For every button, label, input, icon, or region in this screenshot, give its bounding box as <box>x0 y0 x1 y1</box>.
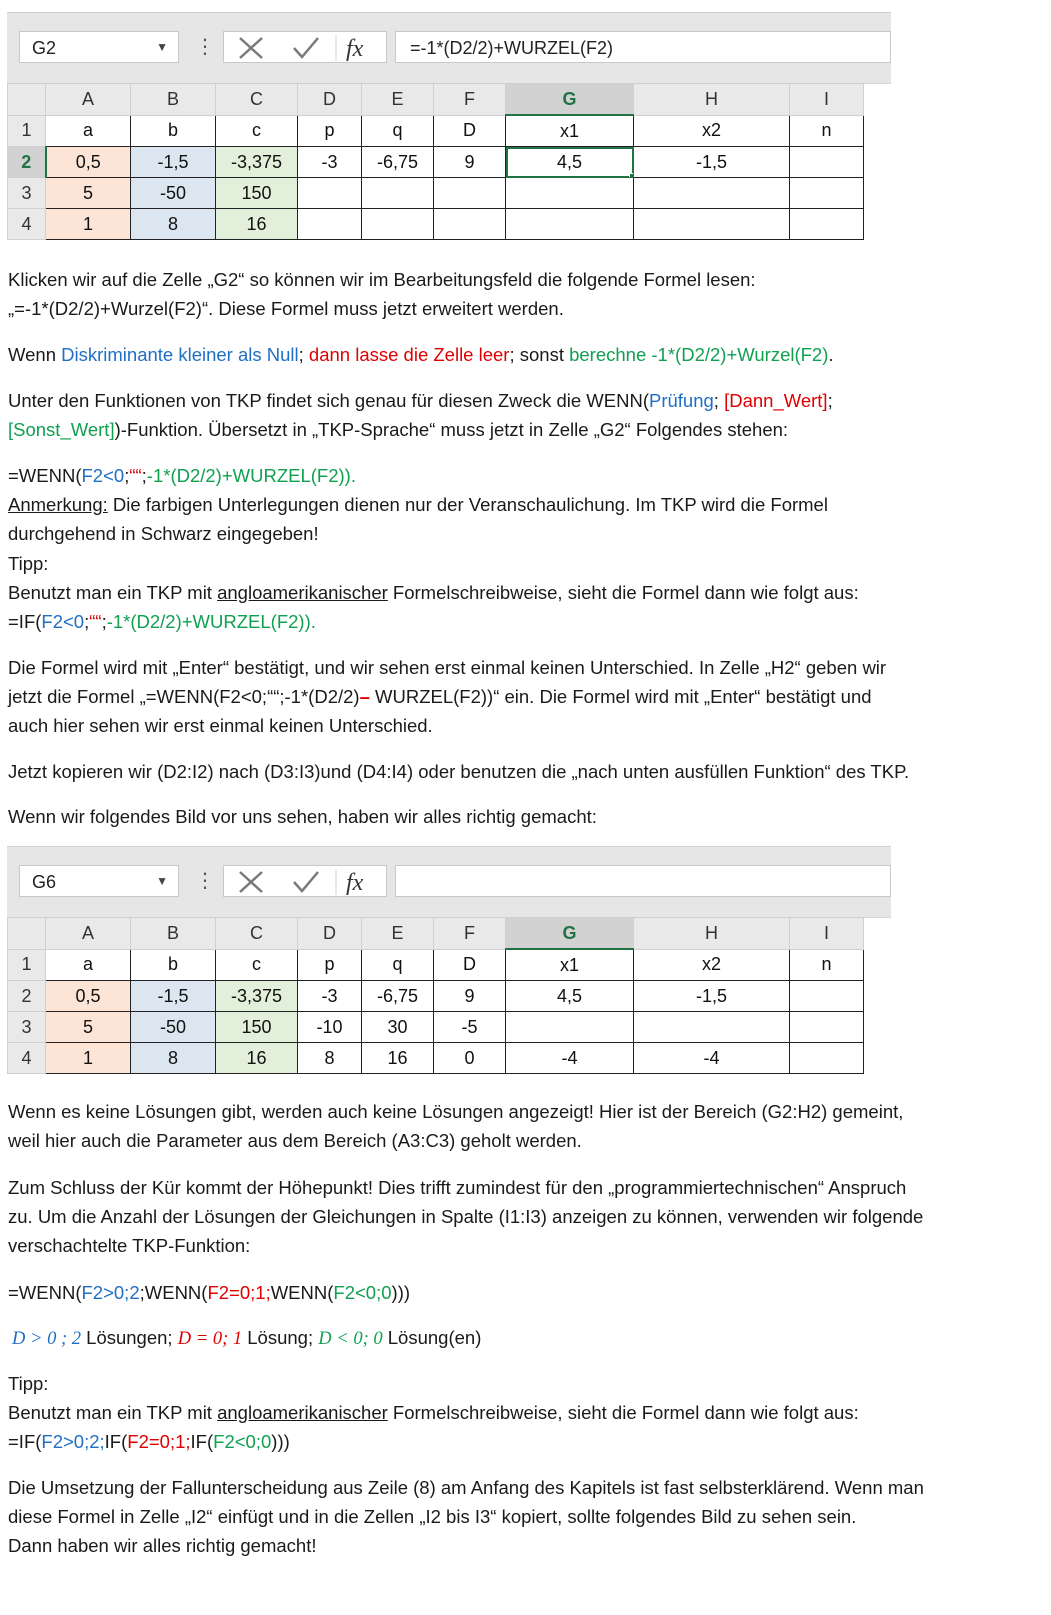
chevron-down-icon[interactable]: ▼ <box>156 874 168 888</box>
close-icon[interactable] <box>240 872 262 892</box>
math-line <box>12 1323 1047 1355</box>
cell-i4[interactable] <box>790 209 864 240</box>
note-label: Anmerkung: <box>8 494 108 515</box>
cell-h3[interactable] <box>634 1012 790 1043</box>
text-span: F2>0;2 <box>81 1282 140 1303</box>
fx-icon[interactable]: fx <box>346 36 364 62</box>
text-span: ). <box>304 611 316 632</box>
cell-c3[interactable]: 150 <box>216 178 298 209</box>
paragraph-3a <box>8 386 1043 416</box>
text-span: Formelschreibweise, sieht die Formel dann wie folgt aus: <box>387 1402 859 1423</box>
note-line-1 <box>8 490 1043 520</box>
then-text: dann lasse die Zelle leer <box>308 344 510 365</box>
cell-f2[interactable]: 9 <box>434 147 506 178</box>
formula-bar <box>7 847 891 918</box>
cell-e4[interactable] <box>362 209 434 240</box>
text-span: IF( <box>104 1431 128 1452</box>
cell-a3[interactable]: 5 <box>46 1012 131 1043</box>
cell-d3[interactable] <box>298 178 362 209</box>
paragraph-4c: auch hier sehen wir erst einmal keinen Unterschied. <box>8 715 433 736</box>
cell-a2[interactable]: 0,5 <box>46 981 131 1012</box>
column-header-i[interactable]: I <box>790 84 864 116</box>
formula-icons <box>223 865 387 897</box>
formula-line-2 <box>8 607 1043 637</box>
else-text: berechne -1*(D2/2)+Wurzel(F2) <box>569 344 829 365</box>
text-span: =IF( <box>8 611 42 632</box>
cell-i3[interactable] <box>790 1012 864 1043</box>
paragraph-1b: „=-1*(D2/2)+Wurzel(F2)“. Diese Formel muss jetzt erweitert werden. <box>8 298 564 319</box>
cell-f3[interactable]: -5 <box>434 1012 506 1043</box>
paragraph-9a: Die Umsetzung der Fallunterscheidung aus Zeile (8) am Anfang des Kapitels ist fast selbsterklärend. Wenn man <box>8 1477 924 1498</box>
cell-f4[interactable] <box>434 209 506 240</box>
text-span: -1*(D2/2)+WURZEL(F2) <box>106 611 305 632</box>
cell-d2[interactable]: -3 <box>298 147 362 178</box>
math-text: D > 0 ; 2 <box>12 1329 82 1349</box>
name-box[interactable] <box>19 865 179 897</box>
cell-e2[interactable]: -6,75 <box>362 147 434 178</box>
cell-e2[interactable]: -6,75 <box>362 981 434 1012</box>
select-all-corner[interactable] <box>8 918 46 950</box>
cell-f4[interactable]: 0 <box>434 1043 506 1074</box>
table-row <box>8 178 864 209</box>
dann-wert-text: [Dann_Wert] <box>724 390 828 411</box>
text-span: Die farbigen Unterlegungen dienen nur der Veranschaulichung. Im TKP wird die Formel <box>107 494 828 515</box>
math-text: D < 0; 0 <box>318 1329 383 1349</box>
table-row <box>8 209 864 240</box>
text-span: ; sonst <box>509 344 570 365</box>
cell-b1[interactable]: b <box>131 115 216 147</box>
cell-i2[interactable] <box>790 147 864 178</box>
paragraph-8b: zu. Um die Anzahl der Lösungen der Gleichungen in Spalte (I1:I3) anzeigen zu können, verwenden wir folgende <box>8 1206 924 1227</box>
cell-b1[interactable]: b <box>131 949 216 981</box>
text-span: Lösungen; <box>81 1327 178 1348</box>
cell-b4[interactable]: 8 <box>131 209 216 240</box>
paragraph-8c: verschachtelte TKP-Funktion: <box>8 1235 251 1256</box>
formula-text: =-1*(D2/2)+WURZEL(F2) <box>410 38 614 58</box>
cell-h1[interactable]: x2 <box>634 115 790 147</box>
name-box[interactable] <box>19 31 179 63</box>
sheet-table <box>7 917 864 1074</box>
cell-g3[interactable] <box>506 178 634 209</box>
text-span: WENN( <box>270 1282 334 1303</box>
spreadsheet-2 <box>7 846 891 1085</box>
cell-e1[interactable]: q <box>362 949 434 981</box>
paragraph-9c: Dann haben wir alles richtig gemacht! <box>8 1535 317 1556</box>
text-span: F2>0;2; <box>41 1431 105 1452</box>
column-header-h[interactable]: H <box>634 918 790 950</box>
cell-grid <box>7 83 891 240</box>
column-header-i[interactable]: I <box>790 918 864 950</box>
cell-h1[interactable]: x2 <box>634 949 790 981</box>
text-span: =WENN( <box>8 1282 82 1303</box>
text-span: ; <box>827 390 833 411</box>
text-span: ;WENN( <box>139 1282 208 1303</box>
cell-h2[interactable]: -1,5 <box>634 147 790 178</box>
column-header-d[interactable]: D <box>298 918 362 950</box>
cell-g4[interactable] <box>506 209 634 240</box>
cell-d1[interactable]: p <box>298 949 362 981</box>
cell-f1[interactable]: D <box>434 115 506 147</box>
cell-b3[interactable]: -50 <box>131 178 216 209</box>
cell-h3[interactable] <box>634 178 790 209</box>
text-span: angloamerikanischer <box>217 1402 388 1423</box>
paragraph-4b <box>8 682 1043 712</box>
formula-line-3 <box>8 1278 1043 1308</box>
cell-c2[interactable]: -3,375 <box>216 147 298 178</box>
paragraph-8a: Zum Schluss der Kür kommt der Höhepunkt! Dies trifft zumindest für den „programmiertechnischen“ Anspruch <box>8 1177 907 1198</box>
paragraph-4a: Die Formel wird mit „Enter“ bestätigt, und wir sehen erst einmal keinen Unterschied. In Zelle „H2“ geben wir <box>8 657 887 678</box>
cell-a1[interactable]: a <box>46 949 131 981</box>
cell-h2[interactable]: -1,5 <box>634 981 790 1012</box>
cell-c2[interactable]: -3,375 <box>216 981 298 1012</box>
paragraph-6: Wenn wir folgendes Bild vor uns sehen, haben wir alles richtig gemacht: <box>8 806 597 827</box>
paragraph-7a: Wenn es keine Lösungen gibt, werden auch keine Lösungen angezeigt! Hier ist der Bereich (G2:H2) gemeint, <box>8 1101 904 1122</box>
column-header-f[interactable]: F <box>434 84 506 116</box>
column-header-c[interactable]: C <box>216 84 298 116</box>
text-span: Benutzt man ein TKP mit <box>8 1402 218 1423</box>
row-header[interactable]: 2 <box>8 981 46 1012</box>
cell-h4[interactable] <box>634 209 790 240</box>
cell-c3[interactable]: 150 <box>216 1012 298 1043</box>
text-span: Lösung(en) <box>382 1327 482 1348</box>
row-header[interactable]: 1 <box>8 949 46 981</box>
vertical-dots-icon[interactable]: ⋮ <box>195 36 215 58</box>
cell-i1[interactable]: n <box>790 115 864 147</box>
cell-c1[interactable]: c <box>216 949 298 981</box>
text-span: – <box>359 686 370 707</box>
tipp-heading-2: Tipp: <box>8 1373 49 1394</box>
cell-d2[interactable]: -3 <box>298 981 362 1012</box>
cell-e1[interactable]: q <box>362 115 434 147</box>
formula-line-1 <box>8 461 1043 491</box>
column-header-c[interactable]: C <box>216 918 298 950</box>
column-header-a[interactable]: A <box>46 84 131 116</box>
cell-c4[interactable]: 16 <box>216 209 298 240</box>
cell-g3[interactable] <box>506 1012 634 1043</box>
check-icon[interactable] <box>294 38 318 57</box>
vertical-dots-icon[interactable]: ⋮ <box>195 870 215 892</box>
text-span: ; <box>84 611 90 632</box>
column-header-g[interactable]: G <box>506 918 634 950</box>
text-span: Formelschreibweise, sieht die Formel dann wie folgt aus: <box>387 582 859 603</box>
text-span: ; <box>713 390 725 411</box>
cell-c1[interactable]: c <box>216 115 298 147</box>
text-span: =IF( <box>8 1431 42 1452</box>
table-row <box>8 949 864 981</box>
text-span: ))) <box>391 1282 411 1303</box>
fx-icon[interactable]: fx <box>346 870 364 896</box>
text-span: ““ <box>129 465 142 486</box>
text-span: F2<0 <box>81 465 125 486</box>
table-row <box>8 115 864 147</box>
text-span: F2<0 <box>41 611 85 632</box>
row-header[interactable]: 3 <box>8 1012 46 1043</box>
formula-line-4 <box>8 1427 1043 1457</box>
spreadsheet-1 <box>7 12 891 251</box>
text-span: F2<0;0 <box>333 1282 392 1303</box>
text-span: IF( <box>190 1431 214 1452</box>
cell-g2[interactable]: 4,5 <box>506 147 634 178</box>
cell-b3[interactable]: -50 <box>131 1012 216 1043</box>
cell-g4[interactable]: -4 <box>506 1043 634 1074</box>
row-header[interactable]: 3 <box>8 178 46 209</box>
cell-g1[interactable]: x1 <box>506 115 634 147</box>
column-header-f[interactable]: F <box>434 918 506 950</box>
text-span: Wenn <box>8 344 62 365</box>
cell-d3[interactable]: -10 <box>298 1012 362 1043</box>
text-span: angloamerikanischer <box>217 582 388 603</box>
column-header-e[interactable]: E <box>362 84 434 116</box>
text-span: ). <box>344 465 356 486</box>
text-span: =WENN( <box>8 465 82 486</box>
formula-icons <box>223 31 387 63</box>
cell-h4[interactable]: -4 <box>634 1043 790 1074</box>
text-span: )-Funktion. Übersetzt in „TKP-Sprache“ muss jetzt in Zelle „G2“ Folgendes stehen: <box>114 419 789 440</box>
text-span: F2<0;0 <box>213 1431 272 1452</box>
text-span: ; <box>124 465 130 486</box>
table-row <box>8 147 864 178</box>
text-span: ““ <box>89 611 102 632</box>
formula-input[interactable] <box>395 31 891 63</box>
paragraph-9b: diese Formel in Zelle „I2“ einfügt und in die Zellen „I2 bis I3“ kopiert, sollte folgendes Bild zu sehen sein. <box>8 1506 857 1527</box>
column-header-a[interactable]: A <box>46 918 131 950</box>
cell-a4[interactable]: 1 <box>46 209 131 240</box>
column-header-b[interactable]: B <box>131 918 216 950</box>
check-icon[interactable] <box>294 872 318 891</box>
formula-input[interactable] <box>395 865 891 897</box>
text-span: jetzt die Formel „=WENN(F2<0;““;-1*(D2/2) <box>8 686 360 707</box>
select-all-corner[interactable] <box>8 84 46 116</box>
cell-d1[interactable]: p <box>298 115 362 147</box>
text-span: ; <box>141 465 147 486</box>
column-header-h[interactable]: H <box>634 84 790 116</box>
cell-a1[interactable]: a <box>46 115 131 147</box>
column-header-d[interactable]: D <box>298 84 362 116</box>
cell-d4[interactable]: 8 <box>298 1043 362 1074</box>
text-span: F2=0;1; <box>207 1282 271 1303</box>
column-header-b[interactable]: B <box>131 84 216 116</box>
cell-i3[interactable] <box>790 178 864 209</box>
text-span: ))) <box>271 1431 290 1452</box>
cell-c4[interactable]: 16 <box>216 1043 298 1074</box>
column-header-g[interactable]: G <box>506 84 634 116</box>
cell-b4[interactable]: 8 <box>131 1043 216 1074</box>
paragraph-7b: weil hier auch die Parameter aus dem Bereich (A3:C3) geholt werden. <box>8 1130 582 1151</box>
condition-text: Diskriminante kleiner als Null <box>61 344 299 365</box>
math-text: D = 0; 1 <box>177 1329 243 1349</box>
paragraph-5: Jetzt kopieren wir (D2:I2) nach (D3:I3)und (D4:I4) oder benutzen die „nach unten ausfüllen Funktion“ des TKP. <box>8 761 910 782</box>
cell-b2[interactable]: -1,5 <box>131 981 216 1012</box>
cell-a3[interactable]: 5 <box>46 178 131 209</box>
sonst-wert-text: [Sonst_Wert] <box>8 419 115 440</box>
row-header[interactable]: 4 <box>8 209 46 240</box>
cell-a4[interactable]: 1 <box>46 1043 131 1074</box>
cell-grid <box>7 917 891 1074</box>
text-span: WURZEL(F2))“ ein. Die Formel wird mit „Enter“ bestätigt und <box>369 686 872 707</box>
column-header-e[interactable]: E <box>362 918 434 950</box>
table-row <box>8 1012 864 1043</box>
text-span: . <box>828 344 834 365</box>
note-line-2: durchgehend in Schwarz eingegeben! <box>8 523 319 544</box>
tipp-heading-1: Tipp: <box>8 553 49 574</box>
cell-f3[interactable] <box>434 178 506 209</box>
cell-e3[interactable] <box>362 178 434 209</box>
close-icon[interactable] <box>240 38 262 58</box>
cell-i1[interactable]: n <box>790 949 864 981</box>
tipp-line-2 <box>8 1398 1043 1428</box>
text-span: Unter den Funktionen von TKP findet sich genau für diesen Zweck die WENN( <box>8 390 649 411</box>
chevron-down-icon[interactable]: ▼ <box>156 40 168 54</box>
paragraph-3b <box>8 415 1043 445</box>
name-box-value: G2 <box>32 38 57 58</box>
cell-f1[interactable]: D <box>434 949 506 981</box>
row-header[interactable]: 1 <box>8 115 46 147</box>
cell-d4[interactable] <box>298 209 362 240</box>
cell-i2[interactable] <box>790 981 864 1012</box>
paragraph-2 <box>8 340 1043 370</box>
cell-b2[interactable]: -1,5 <box>131 147 216 178</box>
tipp-line-1 <box>8 578 1043 608</box>
cell-e3[interactable]: 30 <box>362 1012 434 1043</box>
text-span: Benutzt man ein TKP mit <box>8 582 218 603</box>
cell-g2[interactable]: 4,5 <box>506 981 634 1012</box>
row-header[interactable]: 4 <box>8 1043 46 1074</box>
pruefung-text: Prüfung <box>648 390 714 411</box>
fill-handle[interactable] <box>629 173 634 178</box>
cell-i4[interactable] <box>790 1043 864 1074</box>
text-span: Lösung; <box>242 1327 319 1348</box>
paragraph-1a: Klicken wir auf die Zelle „G2“ so können wir im Bearbeitungsfeld die folgende Formel lesen: <box>8 269 756 290</box>
text-span: -1*(D2/2)+WURZEL(F2) <box>146 465 345 486</box>
table-row <box>8 1043 864 1074</box>
sheet-table <box>7 83 864 240</box>
row-header[interactable]: 2 <box>8 147 46 178</box>
name-box-value: G6 <box>32 872 57 892</box>
formula-bar <box>7 13 891 84</box>
text-span: ; <box>298 344 309 365</box>
cell-e4[interactable]: 16 <box>362 1043 434 1074</box>
text-span: F2=0;1; <box>127 1431 191 1452</box>
text-span: ; <box>101 611 107 632</box>
cell-f2[interactable]: 9 <box>434 981 506 1012</box>
cell-a2[interactable]: 0,5 <box>46 147 131 178</box>
cell-g1[interactable]: x1 <box>506 949 634 981</box>
table-row <box>8 981 864 1012</box>
